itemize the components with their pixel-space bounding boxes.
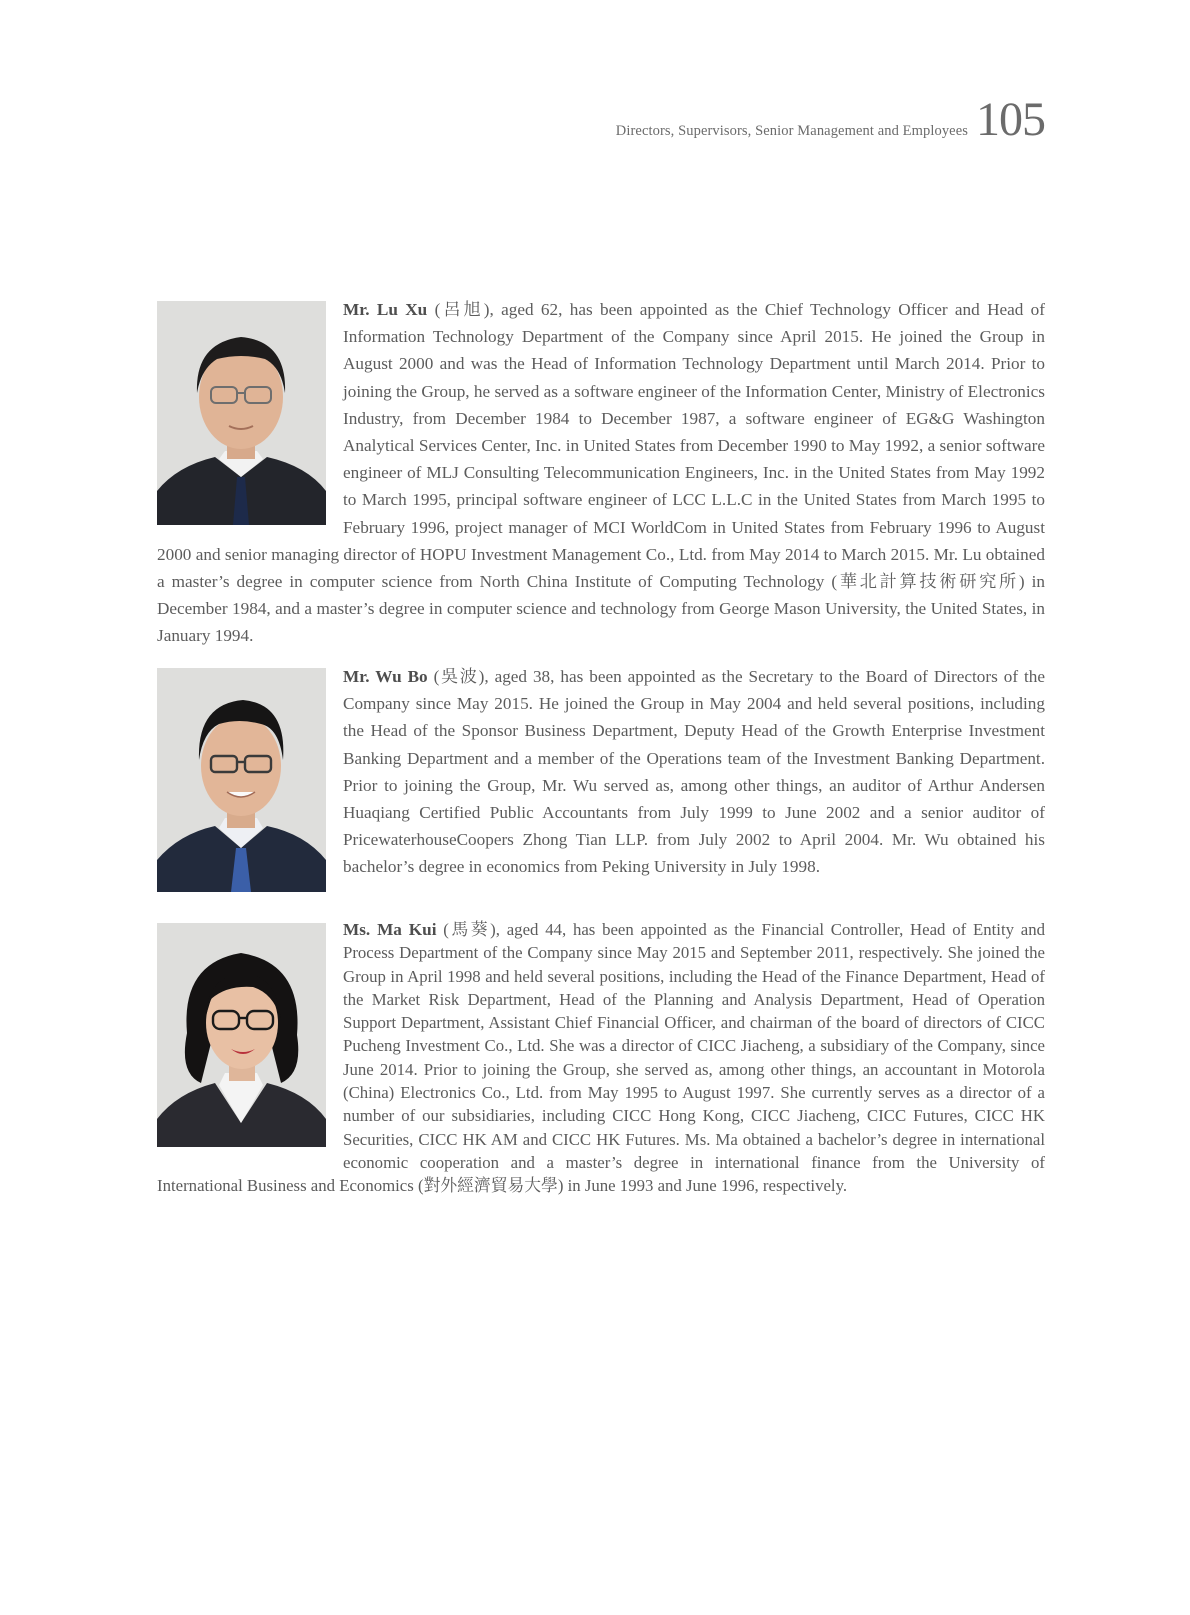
bio-wu-bo bbox=[157, 663, 1045, 896]
biography-text: (呂旭), aged 62, has been appointed as the Chief Technology Officer and Head of Information Technology Department of the Company since April 2015. He joined the Group in August 2000 and was the Head of Information Technology Department until March 2014. Prior to joining the Group, he served as a software engineer of the Information Center, Ministry of Electronics Industry, from December 1984 to December 1987, a software engineer of EG&G Washington Analytical Services Center, Inc. in United States from December 1990 to May 1992, a senior software engineer of MLJ Consulting Telecommunication Engineers, Inc. in the United States from May 1992 to March 1995, principal software engineer of LCC L.L.C in the United States from March 1995 to February 1996, project manager of MCI WorldCom in United States from February 1996 to August 2000 and senior managing director of HOPU Investment Management Co., Ltd. from May 2014 to March 2015. Mr. Lu obtained a master’s degree in computer science from North China Institute of Computing Technology (華北計算技術研究所) in December 1984, and a master’s degree in computer science and technology from George Mason University, the United States, in January 1994. bbox=[157, 300, 1045, 646]
portrait-photo-lu-xu bbox=[157, 301, 326, 525]
running-header bbox=[615, 93, 1045, 146]
section-title: Directors, Supervisors, Senior Management and Employees bbox=[615, 123, 968, 139]
biography-text: (吳波), aged 38, has been appointed as the Secretary to the Board of Directors of the Company since May 2015. He joined the Group in May 2004 and held several positions, including the Head of the Sponsor Business Department, Deputy Head of the Growth Enterprise Investment Banking Department and a member of the Operations team of the Investment Banking Department. Prior to joining the Group, Mr. Wu served as, among other things, an auditor of Arthur Andersen Huaqiang Certified Public Accountants from July 1999 to June 2002 and a senior auditor of PricewaterhouseCoopers Zhong Tian LLP. from July 2002 to April 2004. Mr. Wu obtained his bachelor’s degree in economics from Peking University in July 1998. bbox=[343, 667, 1045, 877]
person-name: Mr. Wu Bo bbox=[343, 667, 428, 686]
bio-ma-kui bbox=[157, 918, 1045, 1198]
person-name: Ms. Ma Kui bbox=[343, 920, 437, 939]
person-name: Mr. Lu Xu bbox=[343, 300, 428, 319]
portrait-photo-wu-bo bbox=[157, 668, 326, 892]
biography-text: (馬葵), aged 44, has been appointed as the Financial Controller, Head of Entity and Process Department of the Company since May 2015 and September 2011, respectively. She joined the Group in April 1998 and held several positions, including the Head of the Finance Department, Head of the Market Risk Department, Head of the Planning and Analysis Department, Head of Operation Support Department, Assistant Chief Financial Officer, and chairman of the board of directors of CICC Pucheng Investment Co., Ltd. She was a director of CICC Jiacheng, a subsidiary of the Company, since June 2014. Prior to joining the Group, she served as, among other things, an accountant in Motorola (China) Electronics Co., Ltd. from May 1995 to August 1997. She currently serves as a director of a number of our subsidiaries, including CICC Hong Kong, CICC Jiacheng, CICC Futures, CICC HK Securities, CICC HK AM and CICC HK Futures. Ms. Ma obtained a bachelor’s degree in international economic cooperation and a master’s degree in international finance from the University of International Business and Economics (對外經濟貿易大學) in June 1993 and June 1996, respectively. bbox=[157, 920, 1046, 1196]
portrait-photo-ma-kui bbox=[157, 923, 326, 1147]
page-number: 105 bbox=[976, 93, 1045, 146]
bio-lu-xu bbox=[157, 296, 1045, 650]
